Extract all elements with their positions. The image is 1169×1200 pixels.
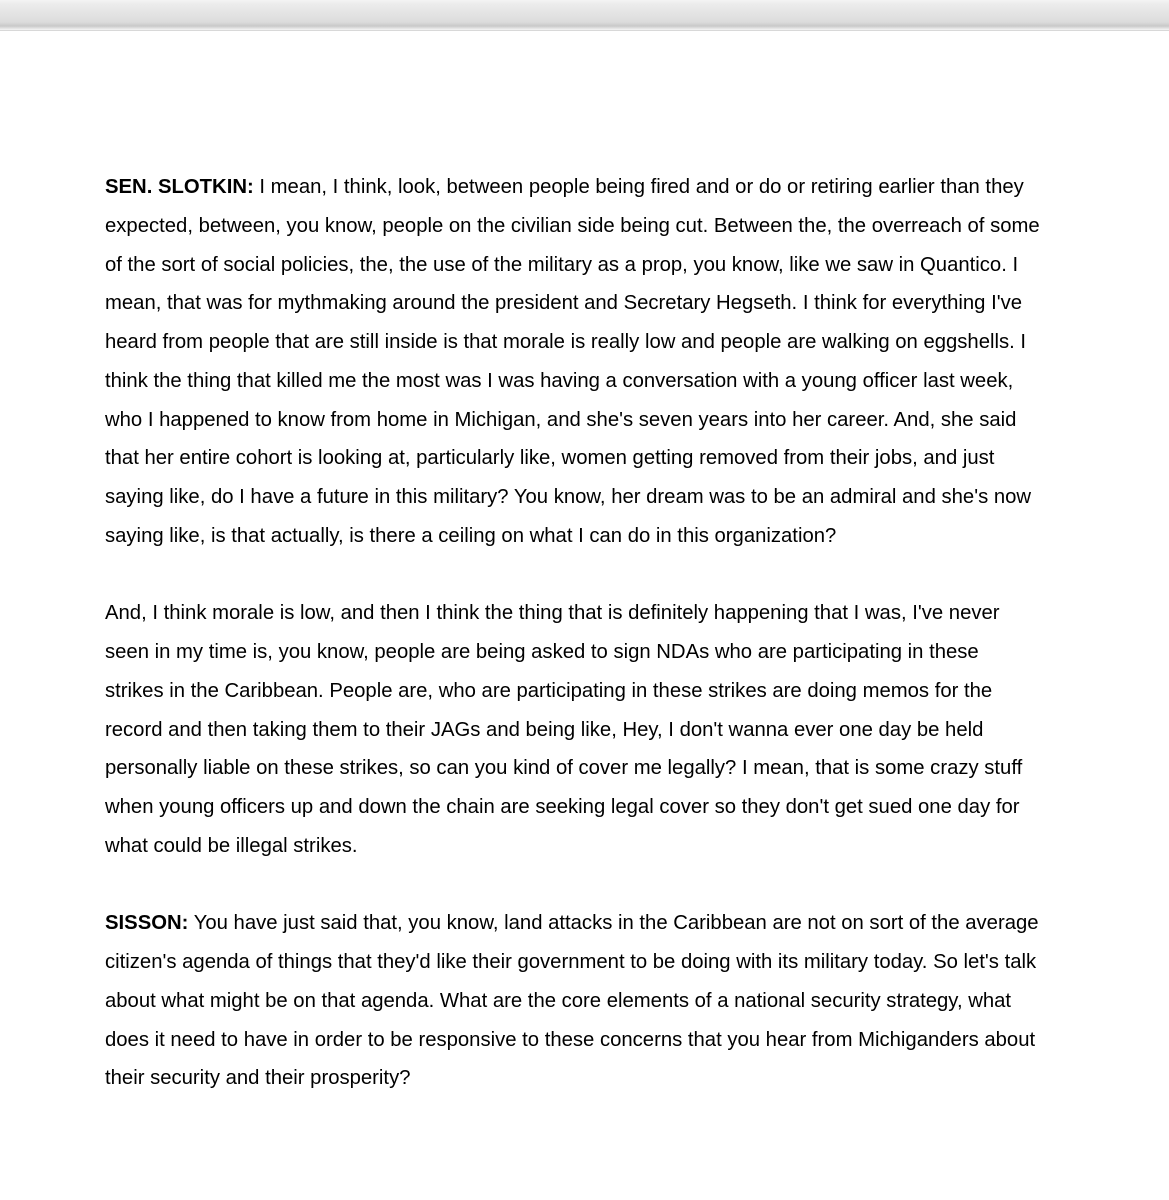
paragraph-text: And, I think morale is low, and then I think the thing that is definitely happening that I was, I've never seen in my time is, you know, people are being asked to sign NDAs who are participating in these strikes in the Caribbean. People are, who are participating in these strikes are doing memos for the record and then taking them to their JAGs and being like, Hey, I don't wanna ever one day be held personally liable on these strikes, so can you kind of cover me legally? I mean, that is some crazy stuff when young officers up and down the chain are seeking legal cover so they don't get sued one day for what could be illegal strikes. bbox=[105, 602, 1023, 857]
speaker-label: SISSON: bbox=[105, 912, 189, 935]
paragraph-text: I mean, I think, look, between people being fired and or do or retiring earlier than they expected, between, you know, people on the civilian side being cut. Between the, the overreach of some of the sort of social policies, the, the use of the military as a prop, you know, like we saw in Quantico. I mean, that was for mythmaking around the president and Secretary Hegseth. I think for everything I've heard from people that are still inside is that morale is really low and people are walking on eggshells. I think the thing that killed me the most was I was having a conversation with a young officer last week, who I happened to know from home in Michigan, and she's seven years into her career. And, she said that her entire cohort is looking at, particularly like, women getting removed from their jobs, and just saying like, do I have a future in this military? You know, her dream was to be an admiral and she's now saying like, is that actually, is there a ceiling on what I can do in this organization? bbox=[105, 176, 1040, 547]
paragraph-slotkin-2 bbox=[105, 594, 1040, 865]
window-top-bar bbox=[0, 0, 1169, 31]
transcript-page bbox=[105, 168, 1040, 1137]
paragraph-sisson bbox=[105, 904, 1040, 1098]
paragraph-text: You have just said that, you know, land attacks in the Caribbean are not on sort of the average citizen's agenda of things that they'd like their government to be doing with its military today. So let's talk about what might be on that agenda. What are the core elements of a national security strategy, what does it need to have in order to be responsive to these concerns that you hear from Michiganders about their security and their prosperity? bbox=[105, 912, 1039, 1090]
paragraph-slotkin-1 bbox=[105, 168, 1040, 556]
speaker-label: SEN. SLOTKIN: bbox=[105, 176, 254, 198]
